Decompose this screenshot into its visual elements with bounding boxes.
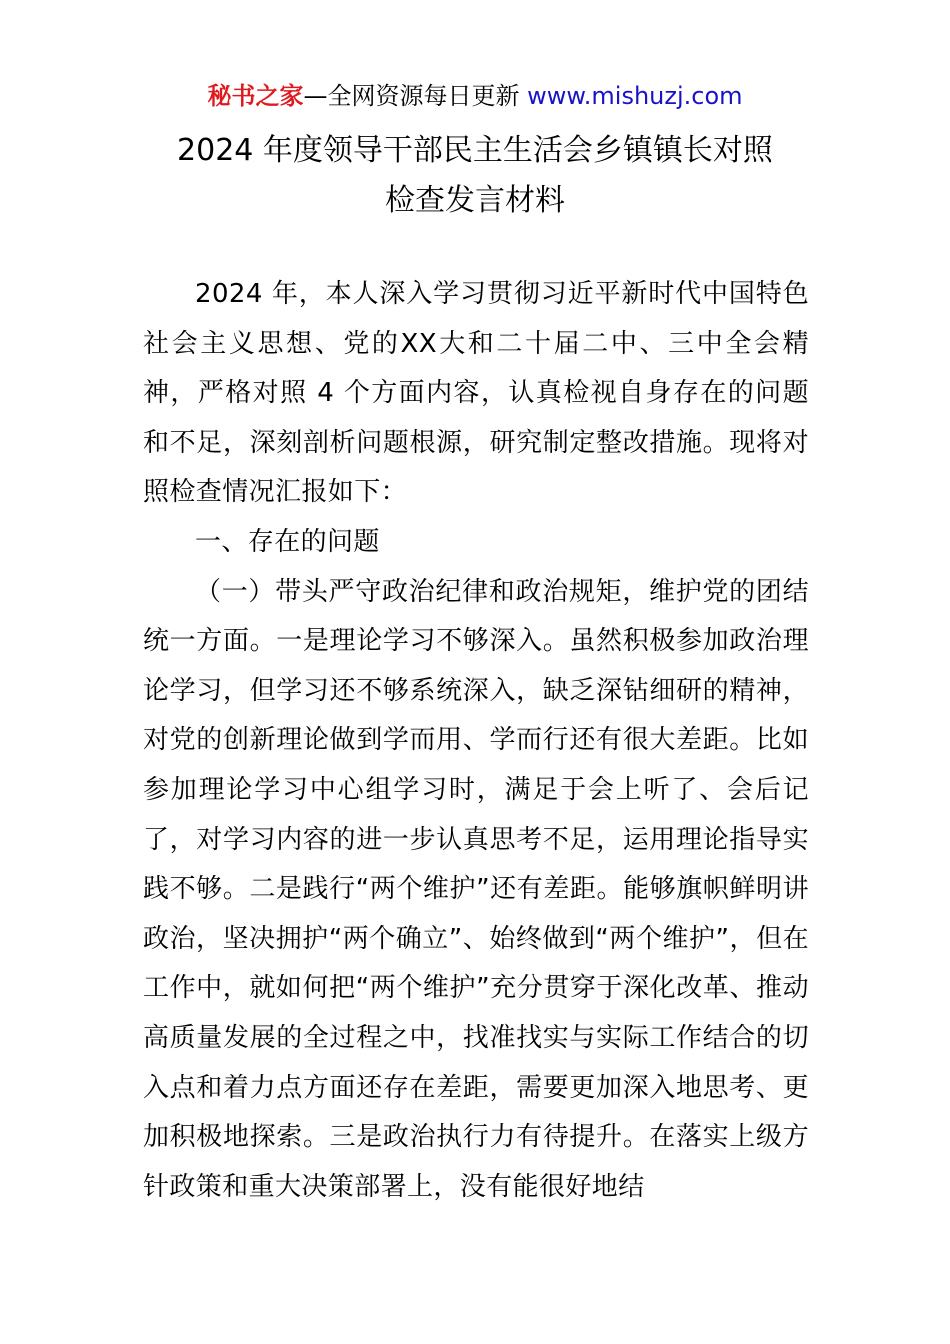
intro-paragraph: 2024 年，本人深入学习贯彻习近平新时代中国特色社会主义思想、党的XX大和二十届二中、三中全会精神，严格对照 4 个方面内容，认真检视自身存在的问题和不足，深刻剖析问题根源，研究制定整改措施。现将对照检查情况汇报如下： xyxy=(143,279,809,508)
section-heading: 一、存在的问题 xyxy=(195,526,380,557)
header-tagline: —全网资源每日更新 xyxy=(303,82,528,110)
document-title xyxy=(100,126,850,226)
title-line-1: 2024 年度领导干部民主生活会乡镇镇长对照 xyxy=(177,133,773,168)
document-body xyxy=(143,270,809,1212)
title-line-2: 检查发言材料 xyxy=(385,183,565,218)
subsection-paragraph: （一）带头严守政治纪律和政治规矩，维护党的团结统一方面。一是理论学习不够深入。虽然积极参加政治理论学习，但学习还不够系统深入，缺乏深钻细研的精神，对党的创新理论做到学而用、学而行还有很大差距。比如参加理论学习中心组学习时，满足于会上听了、会后记了，对学习内容的进一步认真思考不足，运用理论指导实践不够。二是践行“两个维护”还有差距。能够旗帜鲜明讲政治，坚决拥护“两个确立”、始终做到“两个维护”，但在工作中，就如何把“两个维护”充分贯穿于深化改革、推动高质量发展的全过程之中，找准找实与实际工作结合的切入点和着力点方面还存在差距，需要更加深入地思考、更加积极地探索。三是政治执行力有待提升。在落实上级方针政策和重大决策部署上，没有能很好地结 xyxy=(143,576,809,1202)
brand-name: 秘书之家 xyxy=(207,82,304,110)
site-header xyxy=(0,78,950,114)
site-url[interactable]: www.mishuzj.com xyxy=(527,82,743,110)
